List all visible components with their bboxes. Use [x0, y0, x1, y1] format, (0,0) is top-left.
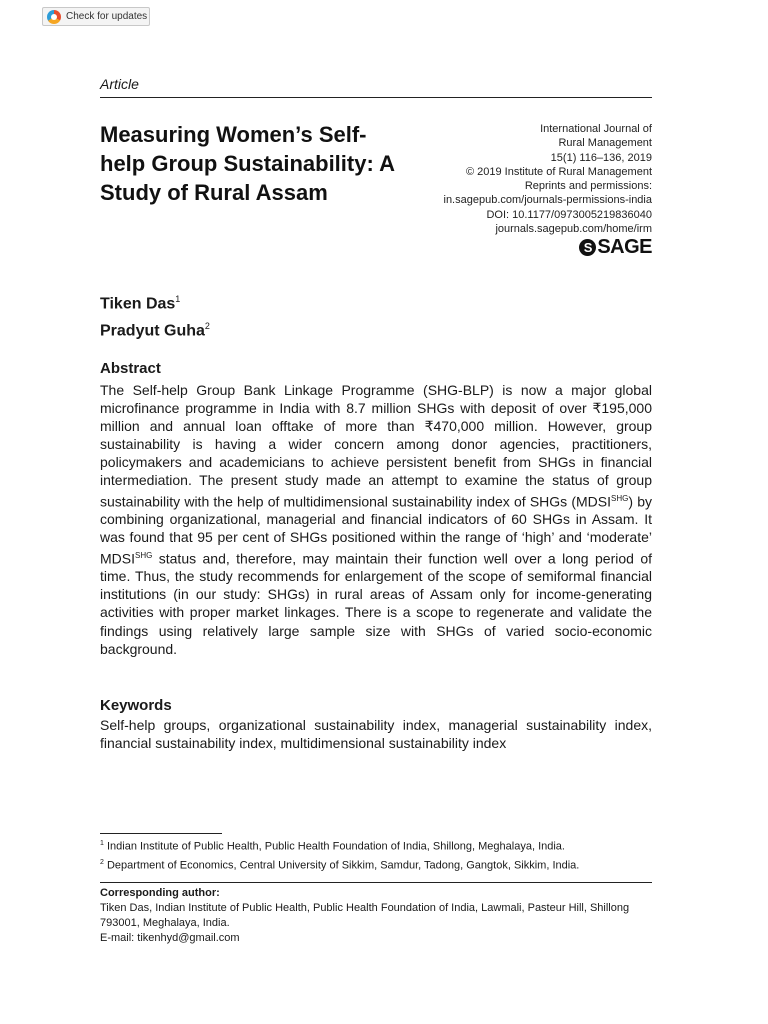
journal-line: 15(1) 116–136, 2019	[550, 151, 652, 164]
abstract-text: The Self-help Group Bank Linkage Programme (SHG-BLP) is now a major global microfinance programme in India with 8.7 million SHGs with deposit of over ₹195,000 million and annual loan offtake of more than ₹470,000 million. However, group sustainability is having a wider concern among donor agencies, practitioners, policymakers and academicians to achieve persistent benefit from SHGs in financial intermediation. The present study made an attempt to examine the status of group sustainability with the help of multidimensional sustainability index of SHGs (MDSI	[100, 382, 652, 510]
abstract-text: status and, therefore, may maintain their function well over a long period of time. Thus, the study recommends for enlargement of the scope of semiformal financial institutions (in our study: SHGs) in rural areas of Assam only for income-generating activities with proper market linkages. There is a scope to regenerate and validate the findings using relatively large sample size with SHGs of varied socio-economic background.	[100, 550, 652, 657]
corresponding-author	[100, 886, 660, 946]
abstract-body	[100, 381, 652, 658]
footnote-rule	[100, 833, 222, 834]
corresponding-rule	[100, 882, 652, 883]
keywords-text: Self-help groups, organizational sustainability index, managerial sustainability index, financial sustainability index, multidimensional sustainability index	[100, 717, 652, 752]
footnote-mark: 1	[100, 840, 104, 847]
author-entry	[100, 288, 210, 315]
journal-line: © 2019 Institute of Rural Management	[465, 165, 652, 178]
header-rule	[100, 97, 652, 98]
author-affiliation-mark: 1	[175, 294, 181, 304]
superscript: SHG	[611, 493, 629, 503]
author-entry	[100, 315, 210, 342]
corresponding-email[interactable]: E-mail: tikenhyd@gmail.com	[100, 932, 240, 944]
author-affiliation-mark: 2	[204, 321, 210, 332]
abstract-text: ) by combining organizational, managerial and financial indicators of 60 SHGs in Assam. It was found that 95 per cent of SHGs positioned within the range of ‘high’ and ‘moderate’ MDSI	[100, 493, 652, 567]
sage-logo-text: SAGE	[597, 236, 652, 258]
footnote-text: Department of Economics, Central University of Sikkim, Samdur, Tadong, Gangtok, Sikkim, India.	[106, 859, 580, 872]
author-list	[100, 288, 210, 343]
check-for-updates-button[interactable]	[42, 7, 150, 26]
paper-title: Measuring Women’s Self-help Group Sustainability: A Study of Rural Assam	[100, 122, 395, 205]
author-name: Tiken Das	[100, 295, 176, 313]
author-name: Pradyut Guha	[100, 322, 205, 340]
journal-line: International Journal of	[540, 123, 652, 135]
footnote	[100, 855, 660, 874]
abstract-heading: Abstract	[100, 360, 161, 377]
journal-line: Reprints and permissions:	[524, 180, 652, 193]
journal-link[interactable]: in.sagepub.com/journals-permissions-india	[443, 194, 652, 207]
journal-homepage-link[interactable]: journals.sagepub.com/home/irm	[495, 223, 652, 236]
corresponding-heading: Corresponding author:	[100, 887, 220, 899]
journal-info	[392, 122, 652, 236]
check-for-updates-label: Check for updates	[66, 11, 148, 22]
keywords-heading: Keywords	[100, 697, 172, 714]
corresponding-address: Tiken Das, Indian Institute of Public Health, Public Health Foundation of India, Lawmali, Pasteur Hill, Shillong 793001, Meghalaya, India.	[100, 902, 630, 929]
sage-logo	[579, 236, 652, 259]
doi-link[interactable]: DOI: 10.1177/0973005219836040	[486, 208, 652, 221]
superscript: SHG	[135, 550, 153, 560]
footnote-text: Indian Institute of Public Health, Public Health Foundation of India, Shillong, Meghalaya, India.	[106, 840, 565, 853]
sage-logo-icon: S	[579, 239, 596, 256]
journal-line: Rural Management	[558, 137, 652, 150]
crossmark-icon	[47, 10, 61, 24]
footnote	[100, 836, 660, 855]
footnote-mark: 2	[100, 858, 104, 866]
footnotes	[100, 836, 660, 873]
article-type-label: Article	[100, 76, 139, 92]
